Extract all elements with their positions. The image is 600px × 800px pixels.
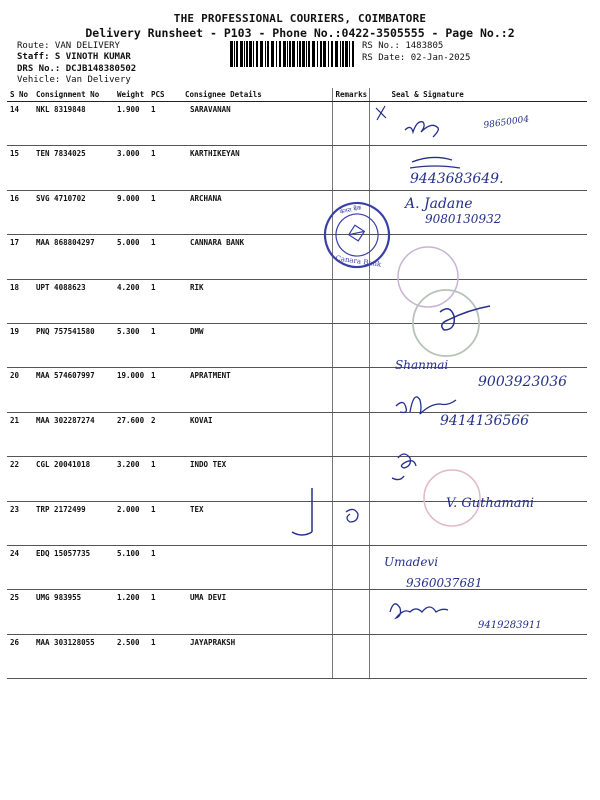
cell-seal-signature [369, 279, 587, 323]
cell-weight: 3.000 [114, 146, 148, 190]
cell-seal-signature [369, 501, 587, 545]
cell-consignment: CGL 20041018 [33, 457, 114, 501]
cell-consignment: UPT 4088623 [33, 279, 114, 323]
phone-26: 9419283911 [478, 620, 542, 631]
phone-16: 9080130932 [425, 212, 502, 226]
table-row [7, 190, 587, 234]
cell-weight: 19.000 [114, 368, 148, 412]
cell-weight: 1.900 [114, 102, 148, 146]
cell-consignment: TRP 2172499 [33, 501, 114, 545]
company-title: THE PROFESSIONAL COURIERS, COIMBATORE [173, 12, 427, 25]
rs-number: RS No.: 1483805 [362, 41, 444, 51]
cell-remarks [332, 412, 369, 456]
cell-consignee: APRATMENT [182, 368, 332, 412]
cell-consignee: KARTHIKEYAN [182, 146, 332, 190]
cell-pcs: 1 [148, 235, 182, 279]
cell-consignment: MAA 302287274 [33, 412, 114, 456]
runsheet-table [7, 88, 587, 679]
cell-sno: 22 [7, 457, 33, 501]
seal-hindi-name: केनरा बैंक [339, 204, 363, 216]
cell-pcs: 1 [148, 457, 182, 501]
cell-consignee: KOVAI [182, 412, 332, 456]
cell-consignment: PNQ 757541580 [33, 323, 114, 367]
cell-pcs: 1 [148, 102, 182, 146]
cell-pcs: 1 [148, 545, 182, 589]
col-weight: Weight [114, 88, 148, 102]
cell-weight: 1.200 [114, 590, 148, 634]
cell-remarks [332, 235, 369, 279]
cell-seal-signature [369, 235, 587, 279]
col-seal-signature: Seal & Signature [369, 88, 587, 102]
phone-25: 9360037681 [406, 576, 483, 590]
runsheet-subtitle: Delivery Runsheet - P103 - Phone No.:0422-3505555 - Page No.:2 [85, 26, 515, 40]
col-consignee: Consignee Details [182, 88, 332, 102]
cell-remarks [332, 545, 369, 589]
cell-seal-signature [369, 368, 587, 412]
cell-weight: 5.100 [114, 545, 148, 589]
cell-pcs: 1 [148, 146, 182, 190]
cell-consignee: RIK [182, 279, 332, 323]
cell-sno: 23 [7, 501, 33, 545]
table-row [7, 634, 587, 678]
name-20: Shanmai [395, 358, 449, 372]
cell-sno: 20 [7, 368, 33, 412]
phone-15: 9443683649. [410, 171, 504, 187]
cell-weight: 2.500 [114, 634, 148, 678]
rs-date: RS Date: 02-Jan-2025 [362, 53, 471, 63]
table-row [7, 368, 587, 412]
cell-seal-signature [369, 457, 587, 501]
cell-consignment: MAA 868804297 [33, 235, 114, 279]
cell-consignment: NKL 8319848 [33, 102, 114, 146]
cell-pcs: 1 [148, 501, 182, 545]
cell-pcs: 1 [148, 634, 182, 678]
cell-seal-signature [369, 412, 587, 456]
cell-seal-signature [369, 102, 587, 146]
cell-remarks [332, 146, 369, 190]
phone-21: 9414136566 [440, 413, 530, 429]
cell-weight: 27.600 [114, 412, 148, 456]
col-pcs: PCS [148, 88, 182, 102]
cell-consignee: TEX [182, 501, 332, 545]
cell-consignee [182, 545, 332, 589]
table-row [7, 590, 587, 634]
cell-sno: 18 [7, 279, 33, 323]
seal-bank-name: Canara Bank [334, 254, 382, 269]
name-23: V. Guthamani [446, 496, 535, 511]
col-consignment: Consignment No [33, 88, 114, 102]
cell-weight: 3.200 [114, 457, 148, 501]
cell-pcs: 1 [148, 279, 182, 323]
cell-pcs: 1 [148, 323, 182, 367]
cell-remarks [332, 102, 369, 146]
cell-consignee: ARCHANA [182, 190, 332, 234]
cell-seal-signature [369, 590, 587, 634]
cell-sno: 14 [7, 102, 33, 146]
col-sno: S No [7, 88, 33, 102]
cell-sno: 17 [7, 235, 33, 279]
table-row [7, 102, 587, 146]
name-16: A. Jadane [405, 196, 473, 212]
vehicle: Vehicle: Van Delivery [17, 75, 131, 85]
cell-sno: 21 [7, 412, 33, 456]
route: Route: VAN DELIVERY [17, 41, 120, 51]
cell-sno: 16 [7, 190, 33, 234]
cell-consignment: MAA 574607997 [33, 368, 114, 412]
cell-remarks [332, 190, 369, 234]
table-row [7, 323, 587, 367]
cell-consignee: UMA DEVI [182, 590, 332, 634]
phone-14: 98650004 [483, 114, 530, 131]
staff: Staff: S VINOTH KUMAR [17, 52, 131, 62]
phone-20: 9003923036 [478, 374, 568, 390]
cell-pcs: 1 [148, 368, 182, 412]
drs-number: DRS No.: DCJB148380502 [17, 64, 137, 74]
cell-weight: 5.300 [114, 323, 148, 367]
cell-sno: 25 [7, 590, 33, 634]
cell-weight: 2.000 [114, 501, 148, 545]
cell-remarks [332, 279, 369, 323]
cell-sno: 26 [7, 634, 33, 678]
cell-seal-signature [369, 545, 587, 589]
cell-consignee: JAYAPRAKSH [182, 634, 332, 678]
cell-consignee: DMW [182, 323, 332, 367]
cell-sno: 19 [7, 323, 33, 367]
cell-sno: 24 [7, 545, 33, 589]
cell-remarks [332, 634, 369, 678]
cell-consignee: SARAVANAN [182, 102, 332, 146]
table-row [7, 146, 587, 190]
cell-seal-signature [369, 634, 587, 678]
cell-pcs: 1 [148, 190, 182, 234]
table-header-row [7, 88, 587, 102]
cell-pcs: 1 [148, 590, 182, 634]
cell-sno: 15 [7, 146, 33, 190]
cell-pcs: 2 [148, 412, 182, 456]
cell-remarks [332, 368, 369, 412]
cell-weight: 4.200 [114, 279, 148, 323]
cell-seal-signature [369, 190, 587, 234]
cell-consignment: TEN 7834025 [33, 146, 114, 190]
cell-consignment: SVG 4710702 [33, 190, 114, 234]
name-25: Umadevi [384, 555, 439, 569]
table-row [7, 457, 587, 501]
table-row [7, 545, 587, 589]
cell-seal-signature [369, 323, 587, 367]
table-row [7, 412, 587, 456]
table-row [7, 235, 587, 279]
cell-remarks [332, 590, 369, 634]
cell-weight: 9.000 [114, 190, 148, 234]
cell-weight: 5.000 [114, 235, 148, 279]
cell-remarks [332, 501, 369, 545]
cell-consignee: INDO TEX [182, 457, 332, 501]
cell-remarks [332, 323, 369, 367]
table-row [7, 501, 587, 545]
table-row [7, 279, 587, 323]
cell-consignment: EDQ 15057735 [33, 545, 114, 589]
cell-consignment: MAA 303128055 [33, 634, 114, 678]
cell-consignee: CANNARA BANK [182, 235, 332, 279]
barcode [230, 41, 355, 67]
cell-consignment: UMG 983955 [33, 590, 114, 634]
cell-remarks [332, 457, 369, 501]
cell-seal-signature [369, 146, 587, 190]
col-remarks: Remarks [332, 88, 369, 102]
